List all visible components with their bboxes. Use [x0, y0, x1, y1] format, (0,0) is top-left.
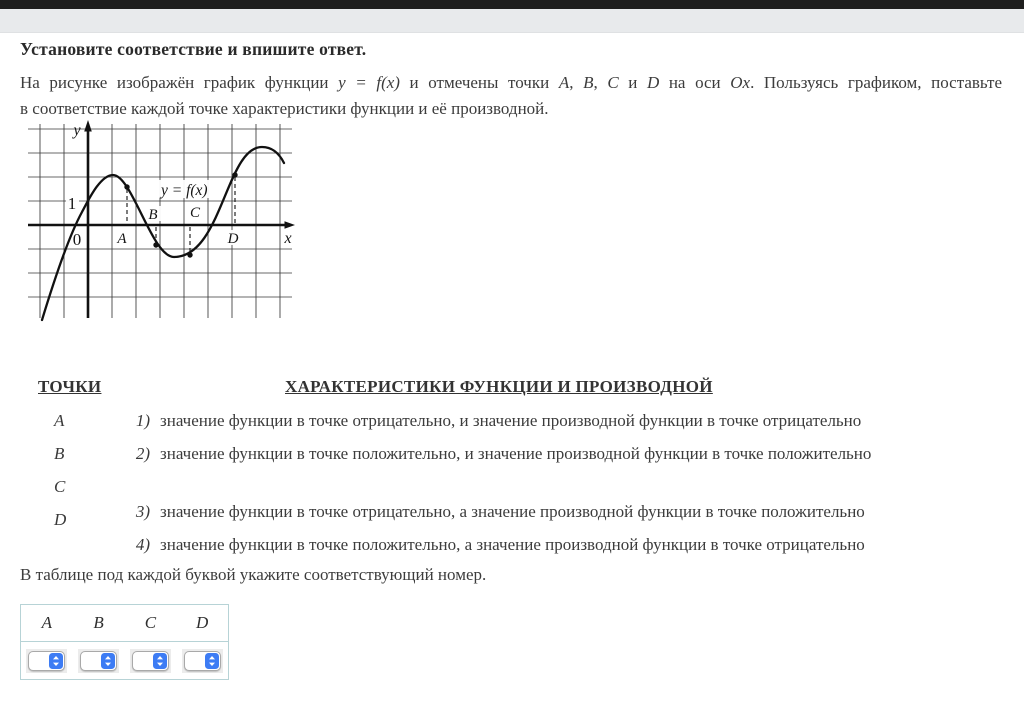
answer-table-header: [21, 605, 228, 642]
page-title: Установите соответствие и впишите ответ.: [20, 38, 367, 59]
point-b-label: B: [148, 207, 158, 223]
point-item-b: B: [54, 444, 65, 463]
task-line-2: в соответствие каждой точке характеристики функции и её производной.: [20, 99, 549, 118]
answer-cell-d: [176, 642, 228, 679]
answer-column-label-d: D: [195, 613, 209, 632]
characteristics-header: ХАРАКТЕРИСТИКИ ФУНКЦИИ И ПРОИЗВОДНОЙ: [285, 377, 713, 396]
answer-cell-c: [125, 642, 177, 679]
answer-table-body: [21, 642, 228, 679]
answer-select-wrap-d: [182, 649, 223, 673]
point-d-label: D: [227, 231, 239, 247]
curve-label: y = f(x): [161, 182, 208, 199]
characteristic-3-text: значение функции в точке отрицательно, а значение производной функции в точке положительно: [160, 502, 865, 521]
answer-select-wrap-c: [130, 649, 171, 673]
characteristic-1-number: 1): [135, 411, 150, 430]
tick-label-one: 1: [67, 194, 77, 213]
y-axis-arrow: [84, 120, 92, 132]
answer-select-d[interactable]: [184, 651, 221, 671]
point-c-label: C: [189, 205, 201, 221]
characteristic-4-number: 4): [135, 535, 150, 554]
answer-cell-b: [73, 642, 125, 679]
answer-select-wrap-b: [78, 649, 119, 673]
x-axis-label: x: [284, 230, 292, 247]
select-stepper-icon: [101, 653, 115, 669]
window-top-bar: [0, 0, 1024, 9]
answer-column-label-b: B: [93, 613, 104, 632]
answer-select-c[interactable]: [132, 651, 169, 671]
task-text: [20, 70, 1002, 122]
answer-cell-a: [21, 642, 73, 679]
answer-instruction: В таблице под каждой буквой укажите соответствующий номер.: [20, 565, 487, 584]
answer-column-label-c: C: [144, 613, 157, 632]
point-c-dot: [187, 252, 192, 257]
answer-select-wrap-a: [26, 649, 67, 673]
point-b-dot: [153, 242, 158, 247]
characteristic-2-text: значение функции в точке положительно, и значение производной функции в точке положительно: [160, 444, 872, 463]
select-stepper-icon: [205, 653, 219, 669]
answer-table: [20, 604, 229, 680]
characteristic-1-text: значение функции в точке отрицательно, и значение производной функции в точке отрицательно: [160, 411, 862, 430]
origin-label: 0: [72, 230, 82, 249]
function-graph: [26, 118, 298, 322]
point-item-d: D: [54, 510, 67, 529]
answer-select-a[interactable]: [28, 651, 65, 671]
answer-column-label-a: A: [41, 613, 53, 632]
point-d-dot: [232, 172, 237, 177]
header-strip: [0, 9, 1024, 33]
characteristic-2-number: 2): [135, 444, 150, 463]
characteristic-4-text: значение функции в точке положительно, а значение производной функции в точке отрицательно: [160, 535, 865, 554]
task-line-1: На рисунке изображён график функции y = f(x) и отмечены точки A, B, C и D на оси Ox. Пользуясь графиком, поставьте: [20, 73, 1003, 92]
point-item-a: A: [54, 411, 65, 430]
point-a-label: A: [117, 231, 127, 247]
point-a-dot: [124, 184, 129, 189]
characteristic-3-number: 3): [135, 502, 150, 521]
answer-select-b[interactable]: [80, 651, 117, 671]
point-item-c: C: [54, 477, 66, 496]
select-stepper-icon: [49, 653, 63, 669]
points-header: ТОЧКИ: [38, 377, 102, 396]
select-stepper-icon: [153, 653, 167, 669]
y-axis-label: y: [73, 122, 81, 139]
x-axis-arrow: [285, 221, 296, 229]
